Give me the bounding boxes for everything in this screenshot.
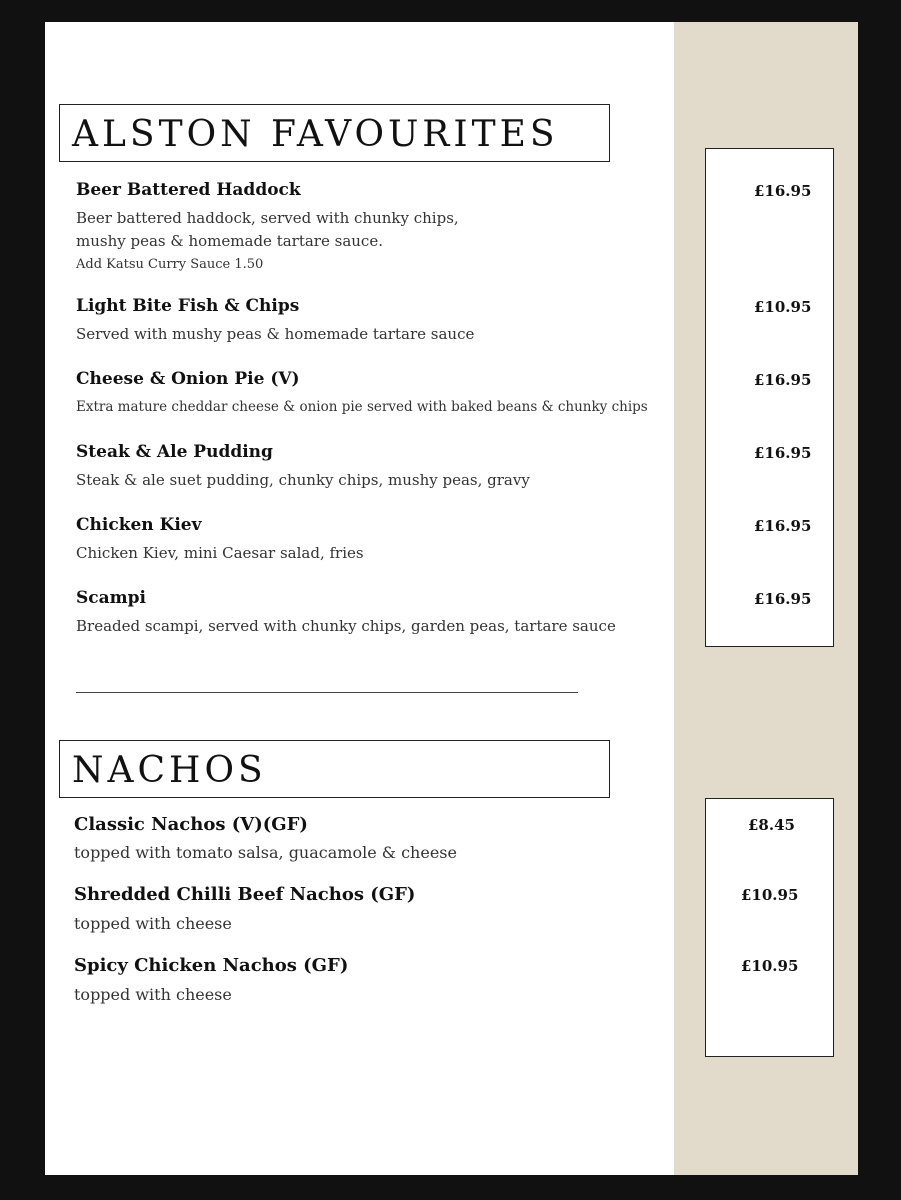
item-extra: Add Katsu Curry Sauce 1.50 xyxy=(76,257,264,272)
section-title-nachos: NACHOS xyxy=(59,740,610,798)
section-title-favourites: ALSTON FAVOURITES xyxy=(59,104,610,162)
price-box-nachos xyxy=(705,798,834,1057)
item-description: Beer battered haddock, served with chunky chips, xyxy=(76,209,459,227)
menu-page xyxy=(45,22,858,1175)
price-box-favourites xyxy=(705,148,834,647)
item-name: Shredded Chilli Beef Nachos (GF) xyxy=(74,884,416,905)
section-divider xyxy=(76,692,578,693)
item-name: Scampi xyxy=(76,588,146,608)
item-description: Breaded scampi, served with chunky chips, garden peas, tartare sauce xyxy=(76,617,616,635)
item-description: Chicken Kiev, mini Caesar salad, fries xyxy=(76,544,364,562)
item-price: £10.95 xyxy=(741,957,799,975)
item-description: mushy peas & homemade tartare sauce. xyxy=(76,232,383,250)
item-description: Extra mature cheddar cheese & onion pie served with baked beans & chunky chips xyxy=(76,399,648,415)
item-price: £16.95 xyxy=(754,444,812,462)
item-description: Steak & ale suet pudding, chunky chips, mushy peas, gravy xyxy=(76,471,530,489)
item-description: topped with cheese xyxy=(74,985,232,1004)
item-price: £16.95 xyxy=(754,182,812,200)
item-name: Light Bite Fish & Chips xyxy=(76,296,300,316)
item-name: Cheese & Onion Pie (V) xyxy=(76,369,300,389)
item-price: £8.45 xyxy=(748,816,795,834)
item-description: topped with tomato salsa, guacamole & cheese xyxy=(74,843,457,862)
item-price: £16.95 xyxy=(754,590,812,608)
item-price: £16.95 xyxy=(754,517,812,535)
item-price: £10.95 xyxy=(754,298,812,316)
item-name: Chicken Kiev xyxy=(76,515,202,535)
item-price: £16.95 xyxy=(754,371,812,389)
item-name: Spicy Chicken Nachos (GF) xyxy=(74,955,349,976)
item-name: Steak & Ale Pudding xyxy=(76,442,273,462)
item-name: Classic Nachos (V)(GF) xyxy=(74,814,308,835)
item-price: £10.95 xyxy=(741,886,799,904)
item-description: Served with mushy peas & homemade tartare sauce xyxy=(76,325,475,343)
item-name: Beer Battered Haddock xyxy=(76,180,301,200)
item-description: topped with cheese xyxy=(74,914,232,933)
